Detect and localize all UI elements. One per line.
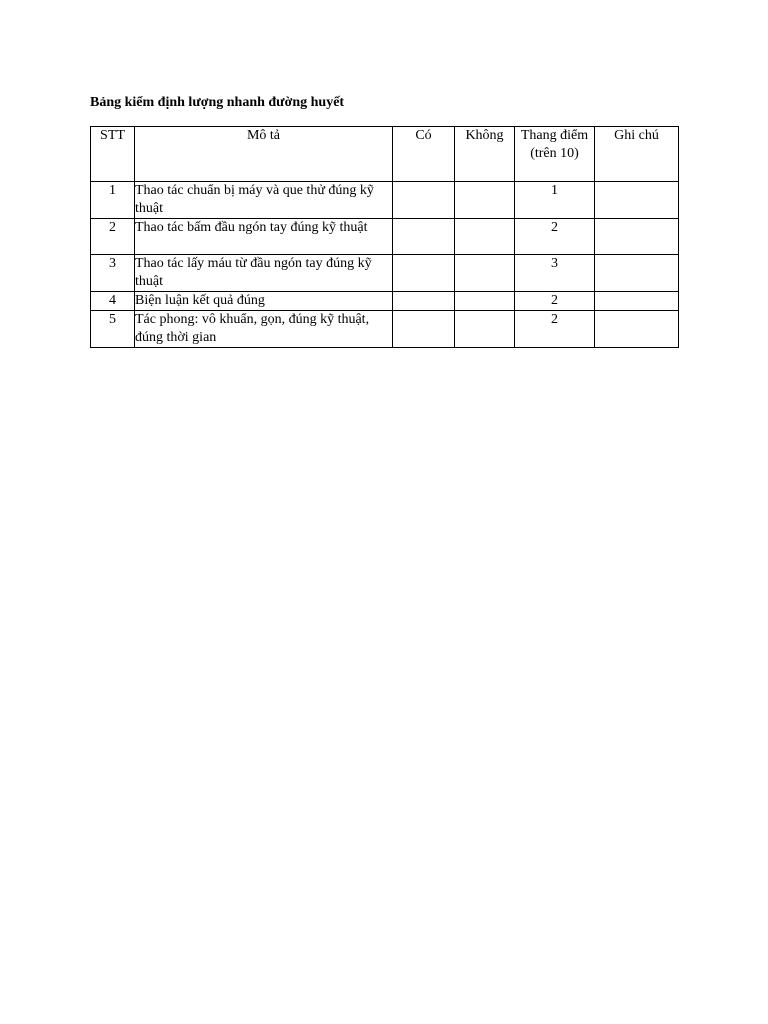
cell-note: [595, 219, 679, 255]
cell-description: Thao tác lấy máu từ đầu ngón tay đúng kỹ thuật: [135, 255, 393, 292]
cell-stt: 3: [91, 255, 135, 292]
cell-no: [455, 219, 515, 255]
header-stt: STT: [91, 127, 135, 182]
cell-score: 1: [515, 182, 595, 219]
table-row: [91, 219, 679, 255]
cell-stt: 4: [91, 292, 135, 311]
cell-note: [595, 292, 679, 311]
cell-stt: 5: [91, 311, 135, 348]
table-header-row: [91, 127, 679, 182]
cell-description: Thao tác chuẩn bị máy và que thử đúng kỹ thuật: [135, 182, 393, 219]
cell-yes: [393, 255, 455, 292]
cell-no: [455, 255, 515, 292]
cell-yes: [393, 292, 455, 311]
cell-stt: 1: [91, 182, 135, 219]
cell-note: [595, 311, 679, 348]
cell-score: 3: [515, 255, 595, 292]
cell-description: Thao tác bấm đầu ngón tay đúng kỹ thuật: [135, 219, 393, 255]
cell-score: 2: [515, 219, 595, 255]
cell-yes: [393, 182, 455, 219]
header-no: Không: [455, 127, 515, 182]
document-title: Bảng kiểm định lượng nhanh đường huyết: [90, 95, 345, 110]
header-yes: Có: [393, 127, 455, 182]
cell-score: 2: [515, 311, 595, 348]
cell-score: 2: [515, 292, 595, 311]
table-row: [91, 182, 679, 219]
cell-no: [455, 182, 515, 219]
cell-stt: 2: [91, 219, 135, 255]
table-row: [91, 311, 679, 348]
checklist-table: [90, 126, 679, 348]
cell-no: [455, 311, 515, 348]
header-score: Thang điểm (trên 10): [515, 127, 595, 182]
cell-note: [595, 182, 679, 219]
header-description: Mô tả: [135, 127, 393, 182]
cell-no: [455, 292, 515, 311]
cell-note: [595, 255, 679, 292]
cell-yes: [393, 219, 455, 255]
table-row: [91, 255, 679, 292]
cell-description: Tác phong: vô khuẩn, gọn, đúng kỹ thuật, đúng thời gian: [135, 311, 393, 348]
header-note: Ghi chú: [595, 127, 679, 182]
cell-description: Biện luận kết quả đúng: [135, 292, 393, 311]
table-row: [91, 292, 679, 311]
cell-yes: [393, 311, 455, 348]
